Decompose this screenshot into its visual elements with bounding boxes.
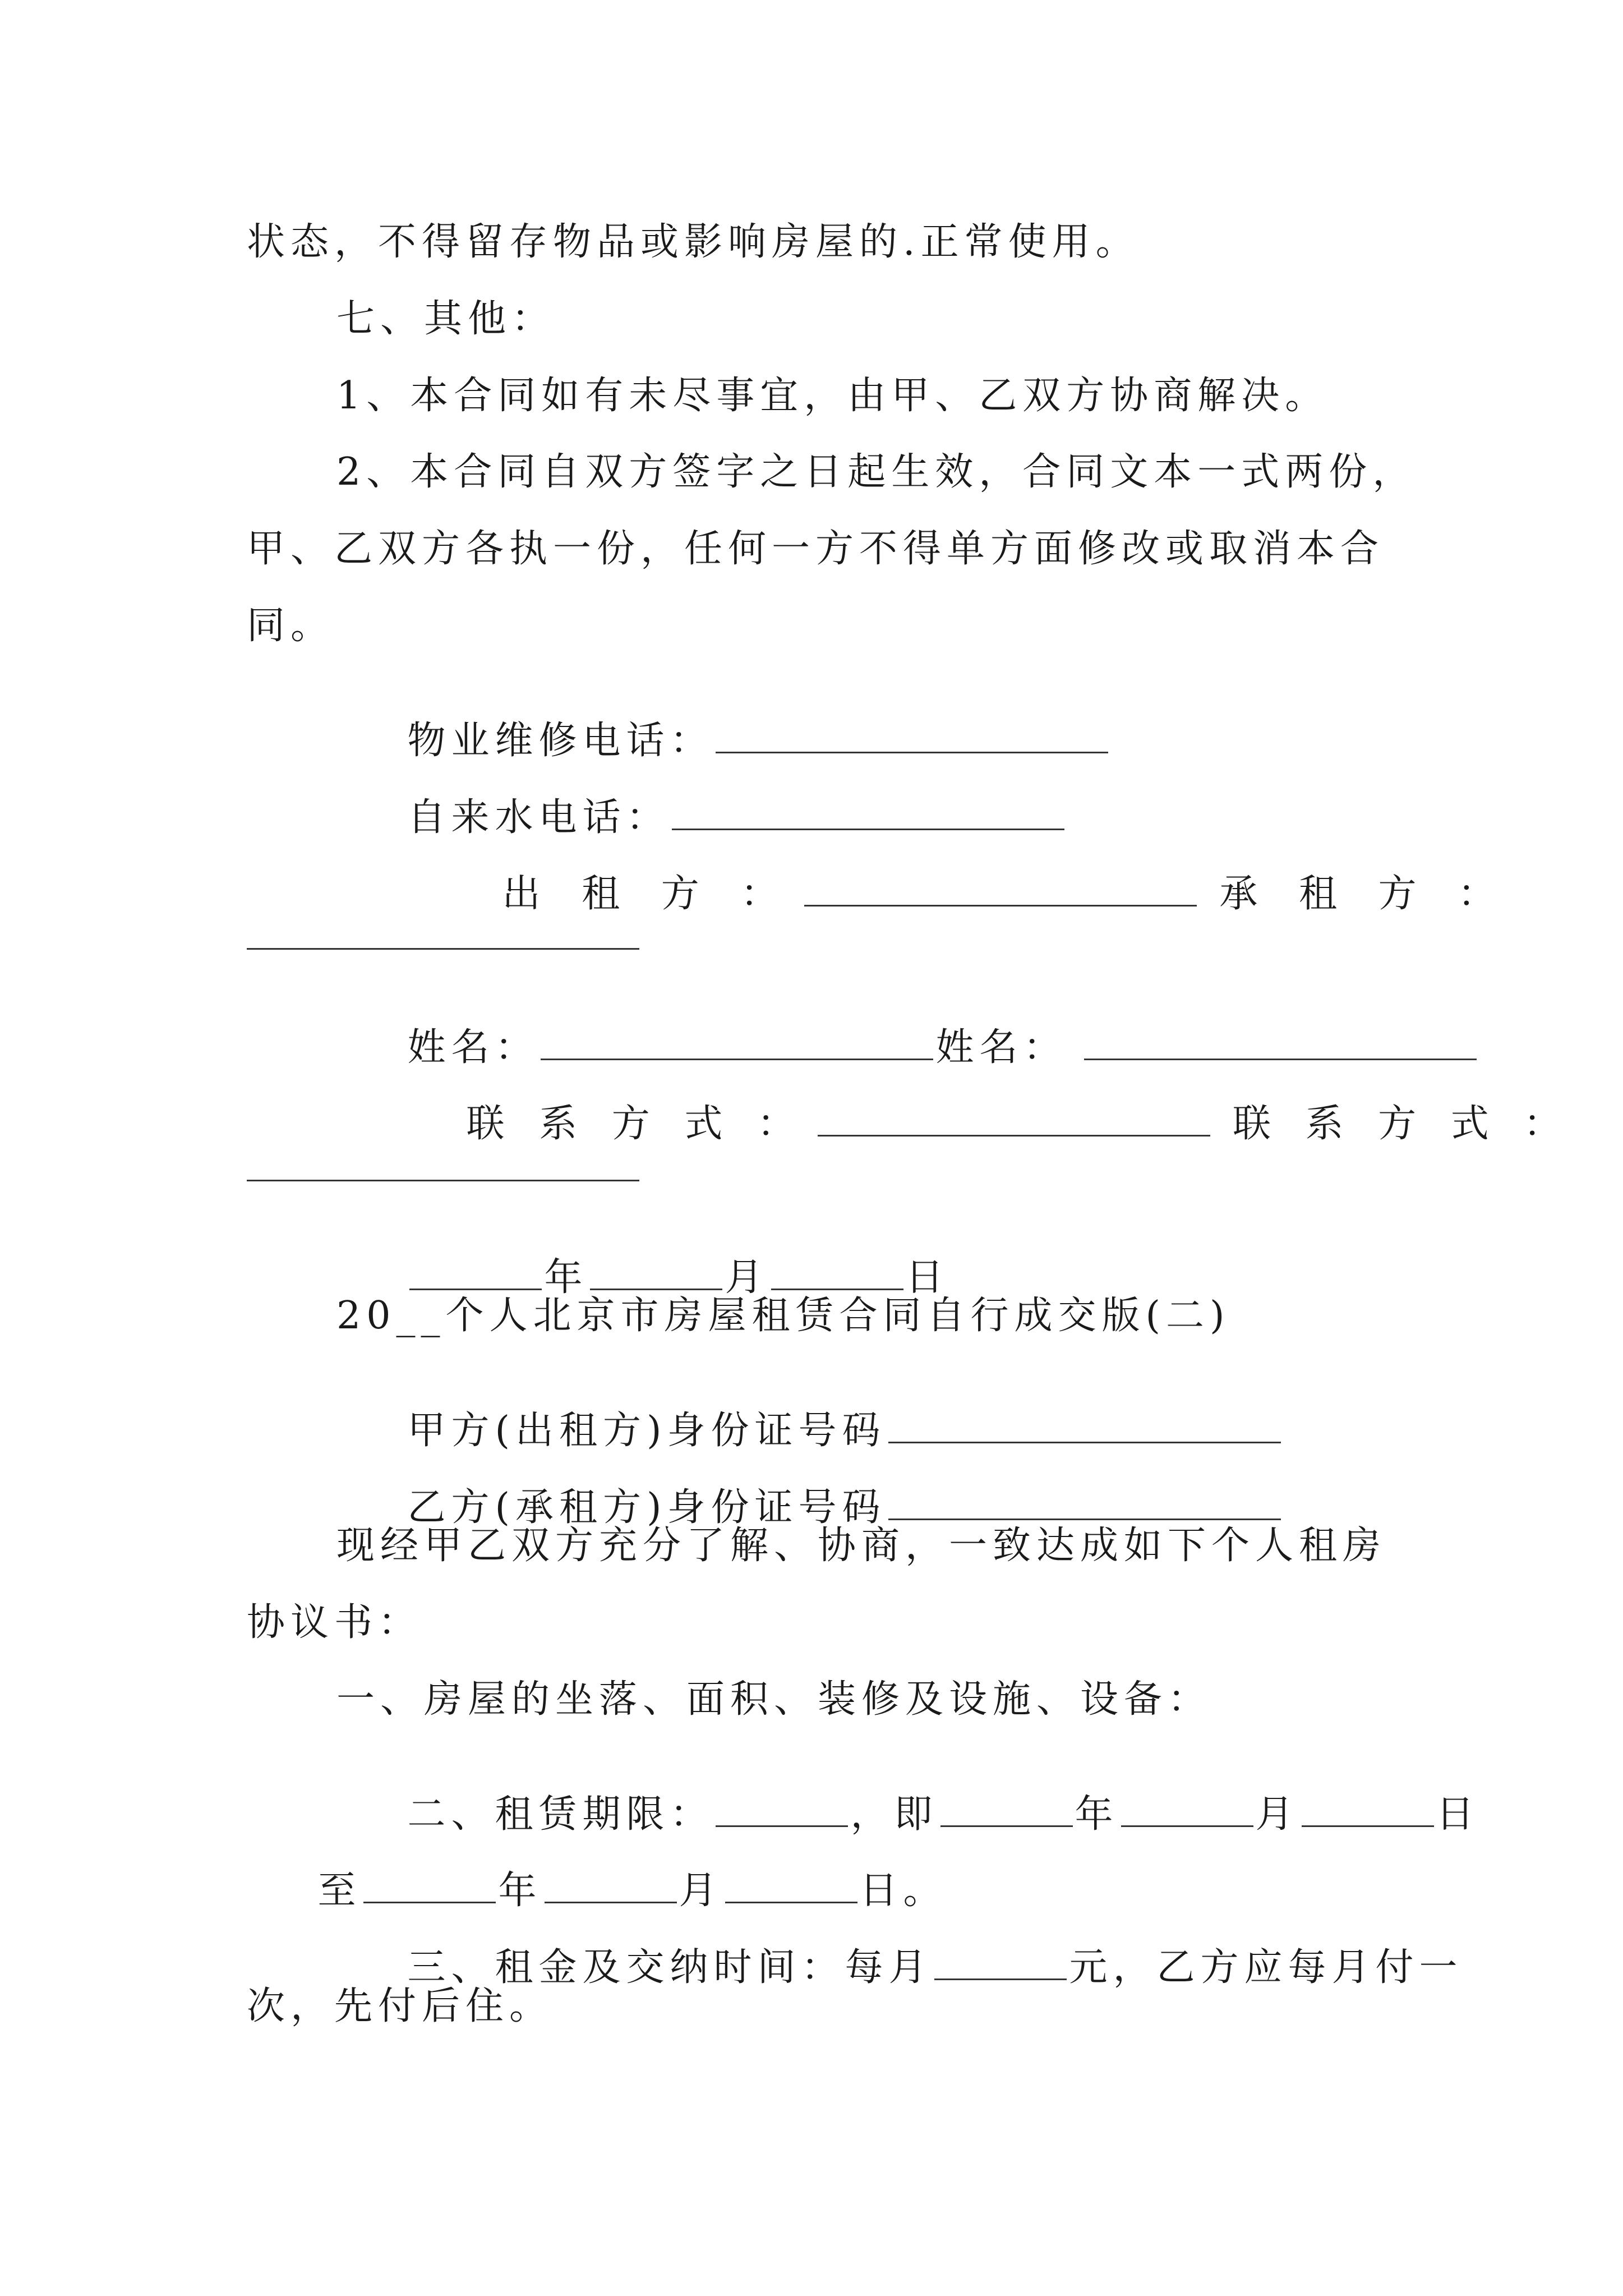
start-month-label: 月 — [1255, 1792, 1299, 1837]
clause-2-end: 同。 — [247, 604, 335, 648]
month-blank — [590, 1281, 722, 1290]
start-year-blank — [940, 1818, 1073, 1827]
rent-terms: 元，乙方应每月付一 — [1069, 1945, 1463, 1990]
lease-term-label: 二、租赁期限： — [407, 1792, 714, 1837]
month-label: 月 — [725, 1255, 769, 1300]
clause-2: 2、本合同自双方签字之日起生效，合同文本一式两份， — [336, 450, 1417, 494]
lessor-name-blank — [541, 1051, 933, 1060]
lessor-label: 出 租 方 ： — [502, 872, 794, 916]
clause-2-continued: 甲、乙双方各执一份，任何一方不得单方面修改或取消本合 — [247, 527, 1385, 571]
lessee-name-blank — [1084, 1051, 1477, 1060]
day-label: 日 — [905, 1255, 949, 1300]
contact-row — [373, 1067, 1573, 1181]
lessee-name-label: 姓名： — [935, 1025, 1067, 1070]
end-year-label: 年 — [498, 1869, 542, 1913]
section-heading-other: 七、其他： — [336, 297, 556, 341]
to-label: 至 — [317, 1869, 362, 1913]
lease-term-blank — [716, 1818, 848, 1827]
start-day-label: 日 — [1436, 1792, 1480, 1837]
rent-label: 三、租金及交纳时间：每月 — [407, 1945, 933, 1990]
year-blank — [409, 1281, 542, 1290]
property-repair-phone-blank — [716, 744, 1108, 753]
end-month-label: 月 — [679, 1869, 723, 1913]
start-day-blank — [1302, 1818, 1434, 1827]
year-label: 年 — [544, 1255, 588, 1300]
clause-1: 1、本合同如有未尽事宜，由甲、乙双方协商解决。 — [336, 374, 1329, 418]
agreement-intro: 现经甲乙双方充分了解、协商，一致达成如下个人租房 — [336, 1524, 1387, 1568]
end-day-label: 日。 — [859, 1869, 947, 1913]
end-day-blank — [725, 1894, 857, 1903]
water-phone-label: 自来水电话： — [407, 795, 670, 840]
party-a-id-label: 甲方(出租方)身份证号码 — [407, 1409, 886, 1453]
day-blank — [771, 1281, 903, 1290]
water-phone-blank — [672, 821, 1064, 830]
lessee-label: 承 租 方 ： — [1219, 872, 1511, 916]
lessee-contact-blank — [247, 1180, 639, 1181]
lease-term-ie: ，即 — [850, 1792, 938, 1837]
lessee-contact-label: 联 系 方 式 ： — [1232, 1102, 1573, 1146]
clause-location: 一、房屋的坐落、面积、装修及设施、设备： — [336, 1677, 1212, 1722]
party-b-id-label: 乙方(承租方)身份证号码 — [407, 1485, 886, 1530]
agreement-intro-end: 协议书： — [247, 1600, 422, 1645]
contract-title: 20__个人北京市房屋租赁合同自行成交版(二) — [336, 1294, 1230, 1338]
lessee-blank — [247, 948, 639, 950]
lessor-contact-blank — [818, 1127, 1210, 1137]
party-a-id-blank — [888, 1434, 1281, 1443]
paragraph-line: 状态，不得留存物品或影响房屋的.正常使用。 — [247, 220, 1140, 264]
lessor-lessee-row — [395, 837, 1510, 951]
end-year-blank — [363, 1894, 496, 1903]
rent-amount-blank — [934, 1971, 1067, 1980]
lessor-blank — [804, 897, 1197, 907]
party-b-id-blank — [888, 1511, 1281, 1520]
property-repair-phone-label: 物业维修电话： — [407, 719, 714, 763]
start-month-blank — [1121, 1818, 1253, 1827]
lessor-name-label: 姓名： — [407, 1025, 539, 1070]
rent-row-end: 次，先付后住。 — [247, 1984, 554, 2028]
end-month-blank — [545, 1894, 677, 1903]
lessor-contact-label: 联 系 方 式 ： — [466, 1102, 806, 1146]
start-year-label: 年 — [1075, 1792, 1119, 1837]
